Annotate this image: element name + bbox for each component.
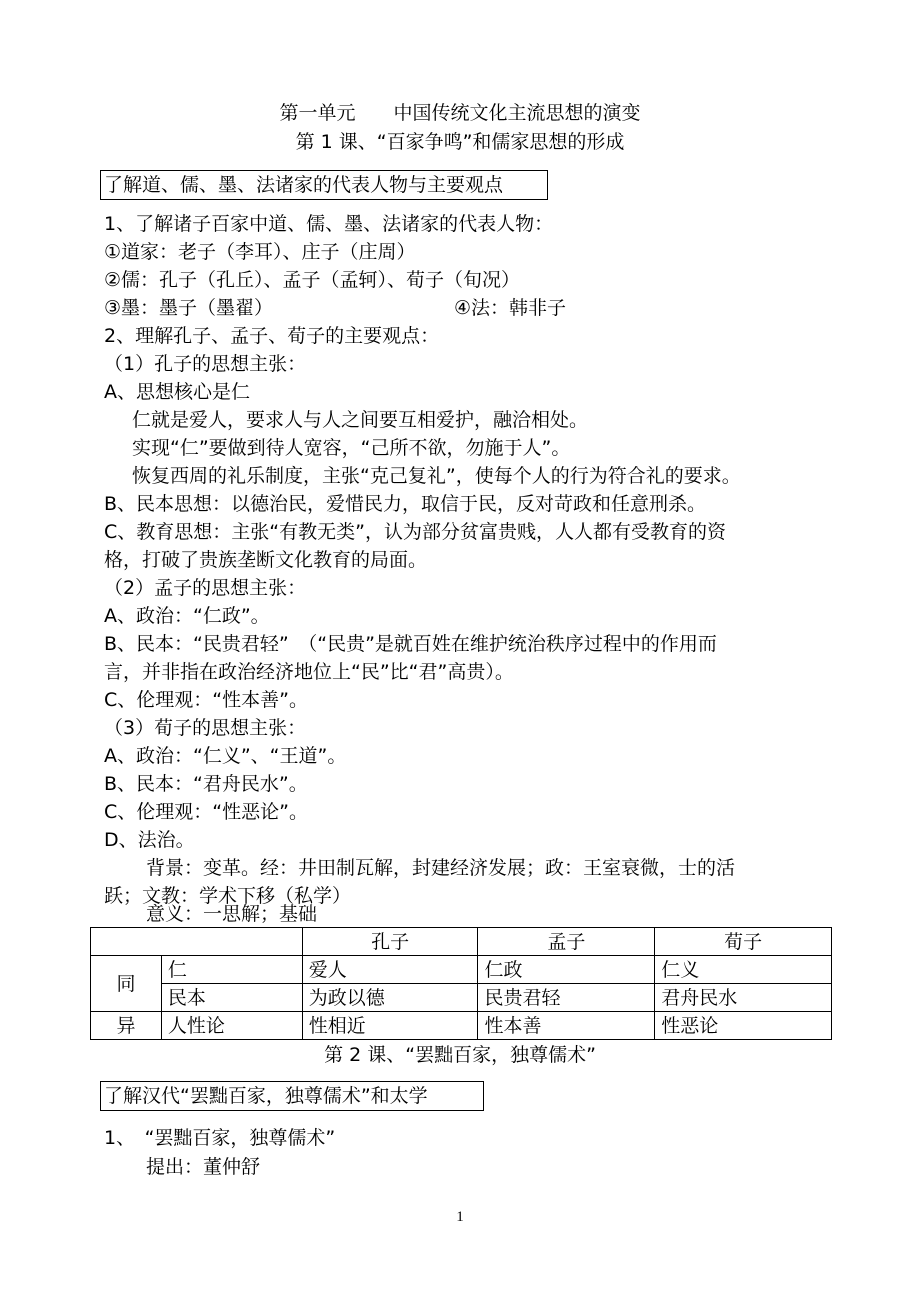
table-cell: 性相近 bbox=[302, 1012, 478, 1040]
text-line: 意义：一思解；基础 bbox=[146, 903, 318, 925]
text-line: 格，打破了贵族垄断文化教育的局面。 bbox=[104, 549, 428, 571]
table-cell: 仁政 bbox=[478, 956, 655, 984]
table-cell: 人性论 bbox=[161, 1012, 302, 1040]
table-row bbox=[91, 1012, 832, 1040]
table-row bbox=[91, 984, 832, 1012]
table-row bbox=[91, 956, 832, 984]
text-line: 1、 “罢黜百家，独尊儒术” bbox=[104, 1127, 336, 1149]
text-line: ①道家：老子（李耳）、庄子（庄周） bbox=[104, 241, 416, 263]
text-line: 2、理解孔子、孟子、荀子的主要观点： bbox=[104, 325, 440, 347]
table-header-cell: 孟子 bbox=[478, 928, 655, 956]
text-line: B、民本：“民贵君轻” （“民贵”是就百姓在维护统治秩序过程中的作用而 bbox=[104, 633, 717, 655]
lesson1-title: 第 1 课、“百家争鸣”和儒家思想的形成 bbox=[295, 131, 625, 153]
table-cell: 为政以德 bbox=[302, 984, 478, 1012]
text-line: 提出：董仲舒 bbox=[146, 1156, 261, 1178]
table-cell: 仁 bbox=[161, 956, 302, 984]
text-line: B、民本：“君舟民水”。 bbox=[104, 773, 308, 795]
text-line: D、法治。 bbox=[104, 829, 195, 851]
table-cell: 民本 bbox=[161, 984, 302, 1012]
page-number: 1 bbox=[456, 1209, 464, 1225]
section-heading: （1）孔子的思想主张： bbox=[104, 353, 307, 375]
text-line: 1、了解诸子百家中道、儒、墨、法诸家的代表人物： bbox=[104, 213, 554, 235]
objective-box-1: 了解道、儒、墨、法诸家的代表人物与主要观点 bbox=[100, 170, 548, 200]
text-line: B、民本思想：以德治民，爱惜民力，取信于民，反对苛政和任意刑杀。 bbox=[104, 493, 707, 515]
text-line: C、教育思想：主张“有教无类”，认为部分贫富贵贱，人人都有受教育的资 bbox=[104, 521, 726, 543]
comparison-table bbox=[90, 927, 832, 1040]
table-cell: 性本善 bbox=[478, 1012, 655, 1040]
table-cell: 君舟民水 bbox=[655, 984, 832, 1012]
text-line: 实现“仁”要做到待人宽容，“己所不欲，勿施于人”。 bbox=[132, 437, 571, 459]
text-line: 仁就是爱人，要求人与人之间要互相爱护，融洽相处。 bbox=[132, 409, 589, 431]
diff-label-cell: 异 bbox=[91, 1012, 162, 1040]
text-line: A、思想核心是仁 bbox=[104, 381, 250, 403]
text-line: ④法：韩非子 bbox=[454, 297, 567, 319]
objective-box-2: 了解汉代“罢黜百家，独尊儒术”和太学 bbox=[100, 1081, 484, 1111]
text-line: 言，并非指在政治经济地位上“民”比“君”高贵）。 bbox=[104, 661, 514, 683]
text-line: A、政治：“仁义”、“王道”。 bbox=[104, 745, 347, 767]
text-line: ②儒：孔子（孔丘）、孟子（孟轲）、荀子（旬况） bbox=[104, 269, 521, 291]
unit-title: 第一单元 中国传统文化主流思想的演变 bbox=[279, 102, 641, 124]
text-line: ③墨：墨子（墨翟） bbox=[104, 297, 274, 319]
table-corner-cell bbox=[91, 928, 303, 956]
table-cell: 爱人 bbox=[302, 956, 478, 984]
lesson2-title: 第 2 课、“罢黜百家，独尊儒术” bbox=[324, 1044, 596, 1066]
same-label-cell: 同 bbox=[91, 956, 162, 1012]
table-cell: 性恶论 bbox=[655, 1012, 832, 1040]
table-header-cell: 荀子 bbox=[655, 928, 832, 956]
table-header-row bbox=[91, 928, 832, 956]
table-header-cell: 孔子 bbox=[302, 928, 478, 956]
text-line: C、伦理观：“性本善”。 bbox=[104, 689, 308, 711]
section-heading: （2）孟子的思想主张： bbox=[104, 577, 307, 599]
section-heading: （3）荀子的思想主张： bbox=[104, 717, 307, 739]
text-line: 恢复西周的礼乐制度，主张“克己复礼”，使每个人的行为符合礼的要求。 bbox=[132, 465, 741, 487]
text-line: 背景：变革。经：井田制瓦解，封建经济发展；政：王室衰微，士的活 bbox=[146, 857, 736, 879]
text-line: C、伦理观：“性恶论”。 bbox=[104, 801, 308, 823]
table-cell: 仁义 bbox=[655, 956, 832, 984]
table-cell: 民贵君轻 bbox=[478, 984, 655, 1012]
text-line: A、政治：“仁政”。 bbox=[104, 605, 270, 627]
text-line: 跃；文教：学术下移（私学） bbox=[104, 885, 352, 907]
